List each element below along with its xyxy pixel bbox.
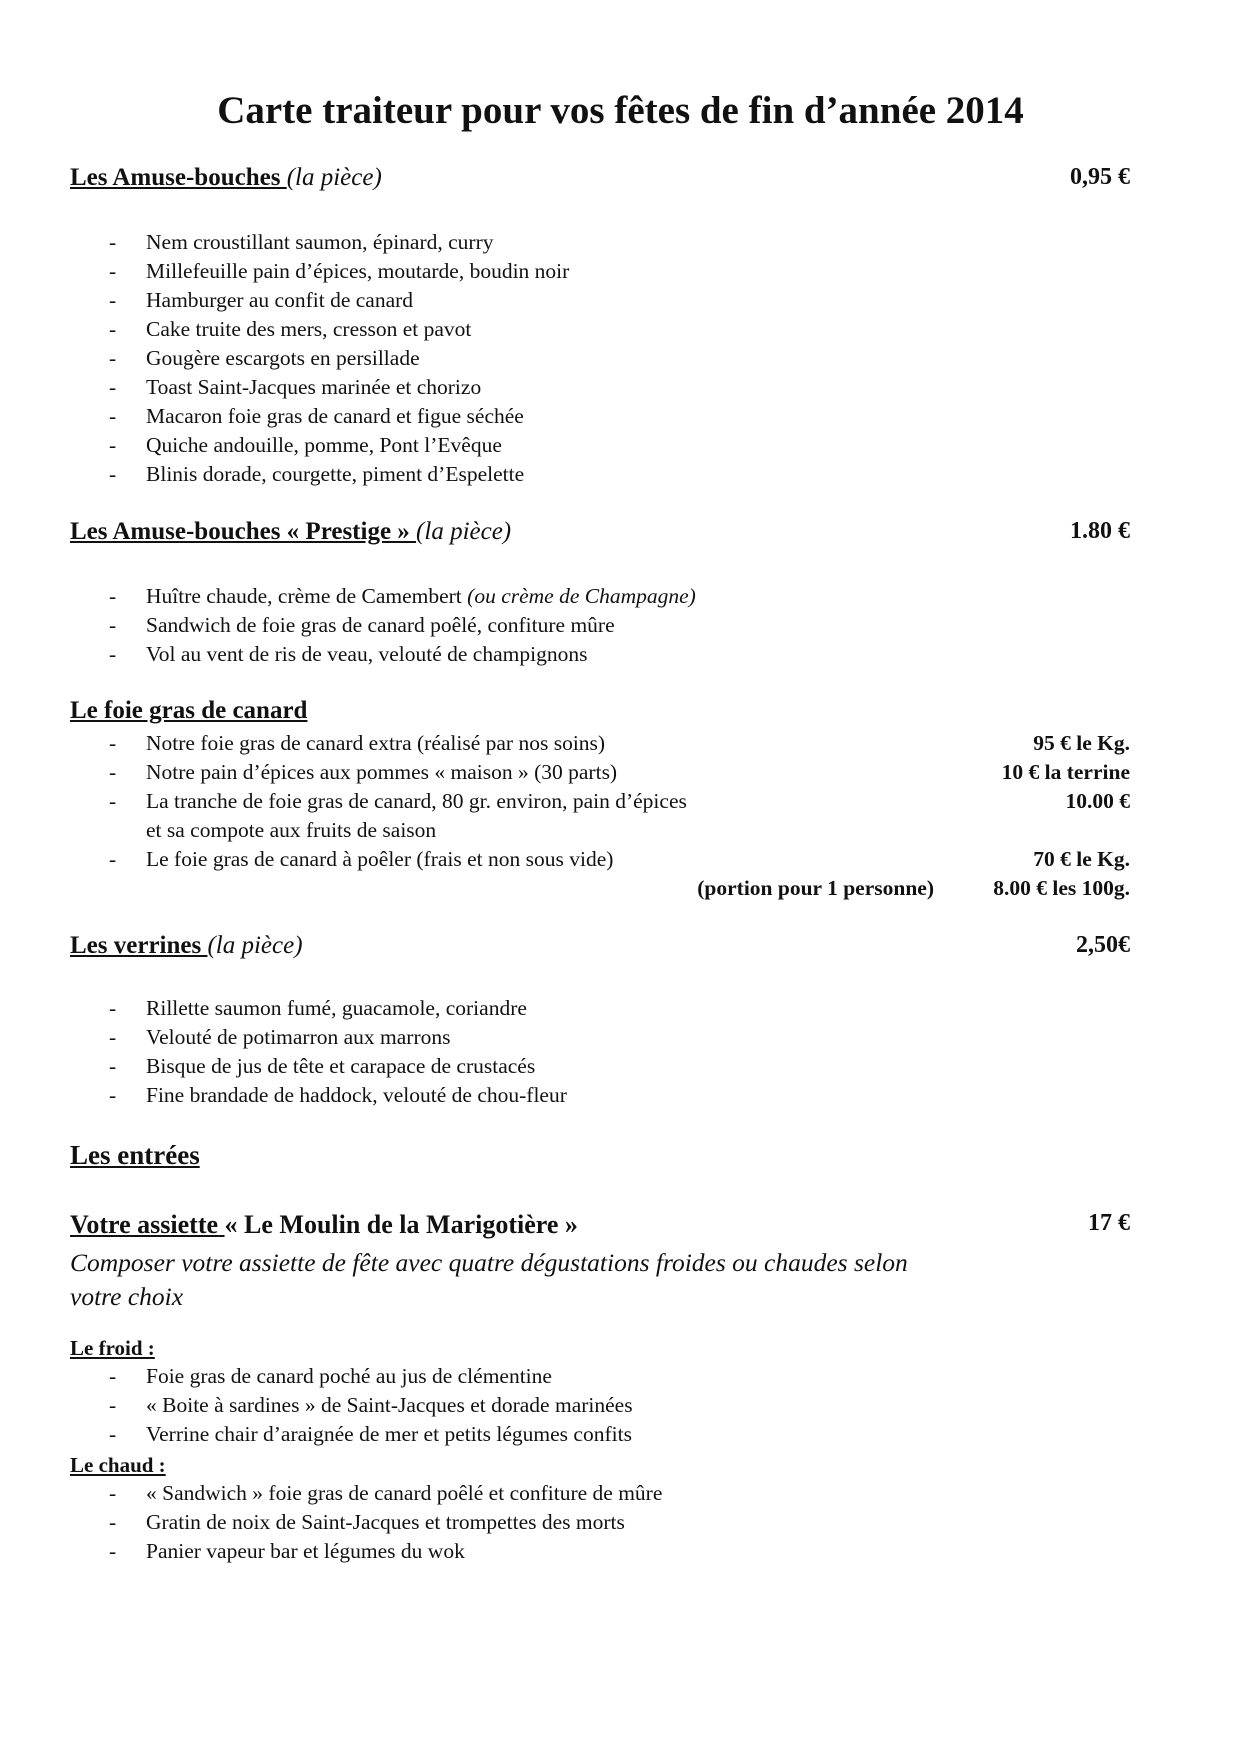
list-item bbox=[70, 640, 1130, 669]
list-item bbox=[70, 373, 1130, 402]
subsection-froid-title: Le froid : bbox=[70, 1336, 155, 1360]
list-item bbox=[70, 1023, 1130, 1052]
section-assiette-name: « Le Moulin de la Marigotière » bbox=[224, 1210, 578, 1239]
list-dash: - bbox=[109, 789, 117, 813]
section-foie-gras-header bbox=[70, 697, 1130, 725]
assiette-description: Composer votre assiette de fête avec quatre dégustations froides ou chaudes selon votre choix bbox=[70, 1248, 908, 1311]
list-dash: - bbox=[109, 259, 117, 283]
section-entrees-title: Les entrées bbox=[70, 1140, 200, 1170]
section-amuse-bouches-header bbox=[70, 164, 1130, 192]
section-verrines-title: Les verrines bbox=[70, 932, 208, 959]
verrines-list bbox=[70, 994, 1130, 1110]
section-amuse-bouches-unit: (la pièce) bbox=[286, 164, 382, 191]
section-assiette-header bbox=[70, 1210, 1130, 1240]
list-item bbox=[70, 1479, 1130, 1508]
list-item bbox=[70, 729, 1130, 758]
list-item bbox=[70, 431, 1130, 460]
section-prestige-unit: (la pièce) bbox=[416, 518, 512, 545]
list-dash: - bbox=[109, 462, 117, 486]
list-item bbox=[70, 1081, 1130, 1110]
list-item-text: Rillette saumon fumé, guacamole, coriandre bbox=[146, 996, 527, 1020]
list-item-text: Velouté de potimarron aux marrons bbox=[146, 1025, 451, 1049]
list-dash: - bbox=[109, 1393, 117, 1417]
list-item-text: Millefeuille pain d’épices, moutarde, boudin noir bbox=[146, 259, 570, 283]
page-title: Carte traiteur pour vos fêtes de fin d’année 2014 bbox=[217, 89, 1024, 132]
list-item-text: Hamburger au confit de canard bbox=[146, 288, 414, 312]
list-item-price: 8.00 € les 100g. bbox=[993, 876, 1130, 900]
section-prestige-header bbox=[70, 518, 1130, 546]
list-dash: - bbox=[109, 1025, 117, 1049]
list-dash: - bbox=[109, 642, 117, 666]
section-prestige-price: 1.80 € bbox=[1070, 518, 1130, 544]
list-item bbox=[70, 994, 1130, 1023]
list-item-text: Toast Saint-Jacques marinée et chorizo bbox=[146, 375, 482, 399]
foie-gras-list bbox=[70, 729, 1130, 903]
list-item bbox=[70, 582, 1130, 611]
list-item bbox=[70, 286, 1130, 315]
list-item bbox=[70, 460, 1130, 489]
list-item-text: Blinis dorade, courgette, piment d’Espelette bbox=[146, 462, 525, 486]
list-item-text: Verrine chair d’araignée de mer et petits légumes confits bbox=[146, 1422, 632, 1446]
amuse-bouches-list bbox=[70, 228, 1130, 489]
portion-note: (portion pour 1 personne) bbox=[697, 876, 934, 900]
list-dash: - bbox=[109, 996, 117, 1020]
section-verrines-header bbox=[70, 932, 1130, 960]
list-item bbox=[70, 1420, 1130, 1449]
list-dash: - bbox=[109, 613, 117, 637]
section-prestige-title: Les Amuse-bouches « Prestige » bbox=[70, 518, 417, 545]
list-item-text: Bisque de jus de tête et carapace de crustacés bbox=[146, 1054, 536, 1078]
list-item-text: Nem croustillant saumon, épinard, curry bbox=[146, 230, 494, 254]
list-item bbox=[70, 1508, 1130, 1537]
list-dash: - bbox=[109, 1422, 117, 1446]
list-item bbox=[70, 1052, 1130, 1081]
list-item bbox=[70, 1362, 1130, 1391]
section-assiette-price: 17 € bbox=[1088, 1210, 1130, 1236]
section-amuse-bouches-title: Les Amuse-bouches bbox=[70, 164, 287, 191]
list-dash: - bbox=[109, 433, 117, 457]
list-item bbox=[70, 315, 1130, 344]
list-dash: - bbox=[109, 584, 117, 608]
list-dash: - bbox=[109, 230, 117, 254]
subsection-chaud-title: Le chaud : bbox=[70, 1453, 166, 1477]
list-dash: - bbox=[109, 1539, 117, 1563]
list-dash: - bbox=[109, 1481, 117, 1505]
section-amuse-bouches-price: 0,95 € bbox=[1070, 164, 1130, 190]
list-item bbox=[70, 1537, 1130, 1566]
list-item bbox=[70, 228, 1130, 257]
section-verrines-unit: (la pièce) bbox=[207, 932, 303, 959]
section-verrines-price: 2,50€ bbox=[1076, 932, 1130, 958]
list-dash: - bbox=[109, 1510, 117, 1534]
list-item-text: Le foie gras de canard à poêler (frais et non sous vide) bbox=[146, 847, 614, 871]
list-item-text: La tranche de foie gras de canard, 80 gr. environ, pain d’épices bbox=[146, 789, 687, 813]
list-item-text: Foie gras de canard poché au jus de clémentine bbox=[146, 1364, 552, 1388]
section-assiette-title: Votre assiette bbox=[70, 1210, 225, 1239]
list-item-text: Cake truite des mers, cresson et pavot bbox=[146, 317, 472, 341]
list-item bbox=[70, 611, 1130, 640]
list-item-price: 95 € le Kg. bbox=[1033, 731, 1130, 755]
list-item bbox=[70, 845, 1130, 874]
list-item-text: « Boite à sardines » de Saint-Jacques et dorade marinées bbox=[146, 1393, 633, 1417]
section-foie-gras-title: Le foie gras de canard bbox=[70, 697, 308, 724]
list-dash: - bbox=[109, 346, 117, 370]
list-dash: - bbox=[109, 288, 117, 312]
list-dash: - bbox=[109, 731, 117, 755]
list-item-text: Fine brandade de haddock, velouté de chou-fleur bbox=[146, 1083, 567, 1107]
list-item-portion bbox=[70, 874, 1130, 903]
list-item bbox=[70, 257, 1130, 286]
list-dash: - bbox=[109, 404, 117, 428]
list-dash: - bbox=[109, 847, 117, 871]
list-item-text: Notre pain d’épices aux pommes « maison » (30 parts) bbox=[146, 760, 618, 784]
froid-list bbox=[70, 1362, 1130, 1449]
list-item bbox=[70, 344, 1130, 373]
list-item-text: Macaron foie gras de canard et figue séchée bbox=[146, 404, 524, 428]
list-item-text: Gougère escargots en persillade bbox=[146, 346, 420, 370]
list-dash: - bbox=[109, 760, 117, 784]
prestige-list bbox=[70, 582, 1130, 669]
list-item-note: (ou crème de Champagne) bbox=[467, 584, 696, 608]
list-item-text: Quiche andouille, pomme, Pont l’Evêque bbox=[146, 433, 502, 457]
chaud-list bbox=[70, 1479, 1130, 1566]
list-item bbox=[70, 758, 1130, 787]
list-item-text-continued: et sa compote aux fruits de saison bbox=[146, 818, 437, 842]
list-item-price: 70 € le Kg. bbox=[1033, 847, 1130, 871]
list-item bbox=[70, 402, 1130, 431]
list-item-text: « Sandwich » foie gras de canard poêlé et confiture de mûre bbox=[146, 1481, 663, 1505]
list-item-text: Notre foie gras de canard extra (réalisé par nos soins) bbox=[146, 731, 606, 755]
list-dash: - bbox=[109, 317, 117, 341]
list-item bbox=[70, 787, 1130, 845]
list-dash: - bbox=[109, 1364, 117, 1388]
list-item-text: Vol au vent de ris de veau, velouté de champignons bbox=[146, 642, 588, 666]
list-item-text: Sandwich de foie gras de canard poêlé, confiture mûre bbox=[146, 613, 615, 637]
list-item-price: 10 € la terrine bbox=[1001, 760, 1130, 784]
list-item bbox=[70, 1391, 1130, 1420]
list-item-text: Panier vapeur bar et légumes du wok bbox=[146, 1539, 465, 1563]
list-dash: - bbox=[109, 1054, 117, 1078]
list-item-text: Gratin de noix de Saint-Jacques et trompettes des morts bbox=[146, 1510, 625, 1534]
list-item-price: 10.00 € bbox=[1065, 789, 1130, 813]
list-dash: - bbox=[109, 1083, 117, 1107]
list-item-text: Huître chaude, crème de Camembert bbox=[146, 584, 468, 608]
list-dash: - bbox=[109, 375, 117, 399]
